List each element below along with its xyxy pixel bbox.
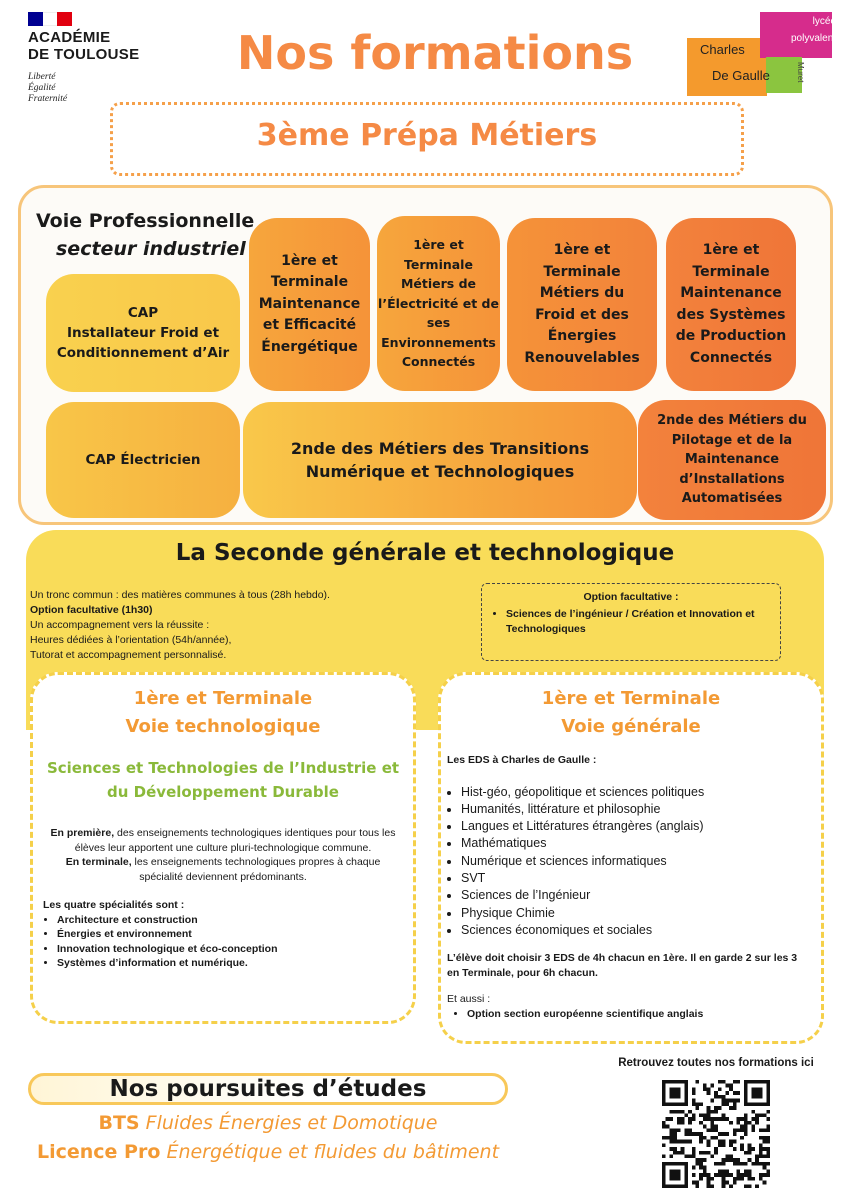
seconde-transitions-card: 2nde des Métiers des Transitions Numérique et Technologiques xyxy=(243,402,637,518)
voie-generale-panel xyxy=(438,672,824,1044)
motto: Liberté Égalité Fraternité xyxy=(28,72,68,104)
techno-title: 1ère et Terminale Voie technologique xyxy=(125,688,321,737)
specs-title: Les quatre spécialités sont : xyxy=(43,899,185,911)
qr-code-icon[interactable] xyxy=(662,1080,770,1188)
qr-caption: Retrouvez toutes nos formations ici xyxy=(618,1057,814,1069)
generale-title: 1ère et Terminale Voie générale xyxy=(541,688,721,737)
specs-list: • Architecture et construction • Énergies et environnement • Innovation technologique et éco-conception • Systèmes d’information et numérique. xyxy=(33,913,413,971)
eds-list: • Hist-géo, géopolitique et sciences politiques • Humanités, littérature et philosophie • Langues et Littératures étrangères (anglais) • Mathématiques • Numérique et sciences informatiques • SVT • Sciences de l’Ingénieur • Physique Chimie • Sciences économiques et sociales xyxy=(441,784,821,940)
licence-line: Licence Pro Énergétique et fluides du bâtiment xyxy=(36,1141,500,1163)
seconde-pilotage-card: 2nde des Métiers du Pilotage et de la Maintenance d’Installations Automatisées xyxy=(638,400,826,520)
also-list: • Option section européenne scientifique anglais xyxy=(441,1007,821,1022)
republique-flag-icon xyxy=(28,12,72,26)
school-logo-name1: Charles xyxy=(700,42,745,57)
voie-pro-heading: Voie Professionnelle xyxy=(36,210,255,232)
eds-choice-text: L’élève doit choisir 3 EDS de 4h chacun en 1ère. Il en garde 2 sur les 3 en Terminale, pour 6h chacun. xyxy=(447,952,798,979)
school-logo-name2: De Gaulle xyxy=(712,68,770,83)
seconde-description: Un tronc commun : des matières communes à tous (28h hebdo). Option facultative (1h30) Un accompagnement vers la réussite : Heures dédiées à l’orientation (54h/année), Tutorat et accompagnement personnalisé. xyxy=(30,589,330,661)
voie-pro-subheading: secteur industriel xyxy=(56,238,246,260)
poursuites-title: Nos poursuites d’études xyxy=(109,1076,427,1102)
prepa-title: 3ème Prépa Métiers xyxy=(256,118,598,153)
page-title: Nos formations xyxy=(236,26,634,80)
eds-title: Les EDS à Charles de Gaulle : xyxy=(447,754,597,766)
cap-electricien-card: CAP Électricien xyxy=(46,402,240,518)
bac-maintenance-card: 1ère et Terminale Maintenance et Efficacité Énergétique xyxy=(249,218,370,391)
academie-logo-text: ACADÉMIE DE TOULOUSE xyxy=(28,29,140,63)
also-label: Et aussi : xyxy=(447,993,491,1006)
option-title: Option facultative : xyxy=(583,591,679,603)
bac-froid-card: 1ère et Terminale Métiers du Froid et des Énergies Renouvelables xyxy=(507,218,657,391)
cap-froid-card: CAP Installateur Froid et Conditionnement d’Air xyxy=(46,274,240,392)
seconde-title: La Seconde générale et technologique xyxy=(175,540,675,566)
bac-electricite-card: 1ère et Terminale Métiers de l’Électricité et de ses Environnements Connectés xyxy=(377,216,500,391)
school-logo-type: lycée polyvalent xyxy=(791,16,837,44)
option-item: • Sciences de l’ingénieur / Création et Innovation et Technologiques xyxy=(494,607,774,636)
techno-terminale-text: En terminale, les enseignements technologiques propres à chaque spécialité deviennent prédominants. xyxy=(65,856,381,883)
sti2d-title: Sciences et Technologies de l’Industrie et du Développement Durable xyxy=(46,759,400,801)
bac-production-card: 1ère et Terminale Maintenance des Systèmes de Production Connectés xyxy=(666,218,796,391)
techno-premiere-text: En première, des enseignements technologiques identiques pour tous les élèves leur apportent une culture pluri-technologique commune. xyxy=(50,827,396,854)
bts-line: BTS Fluides Énergies et Domotique xyxy=(98,1112,438,1134)
school-logo-town: Muret xyxy=(796,62,805,83)
voie-techno-panel xyxy=(30,672,416,1024)
